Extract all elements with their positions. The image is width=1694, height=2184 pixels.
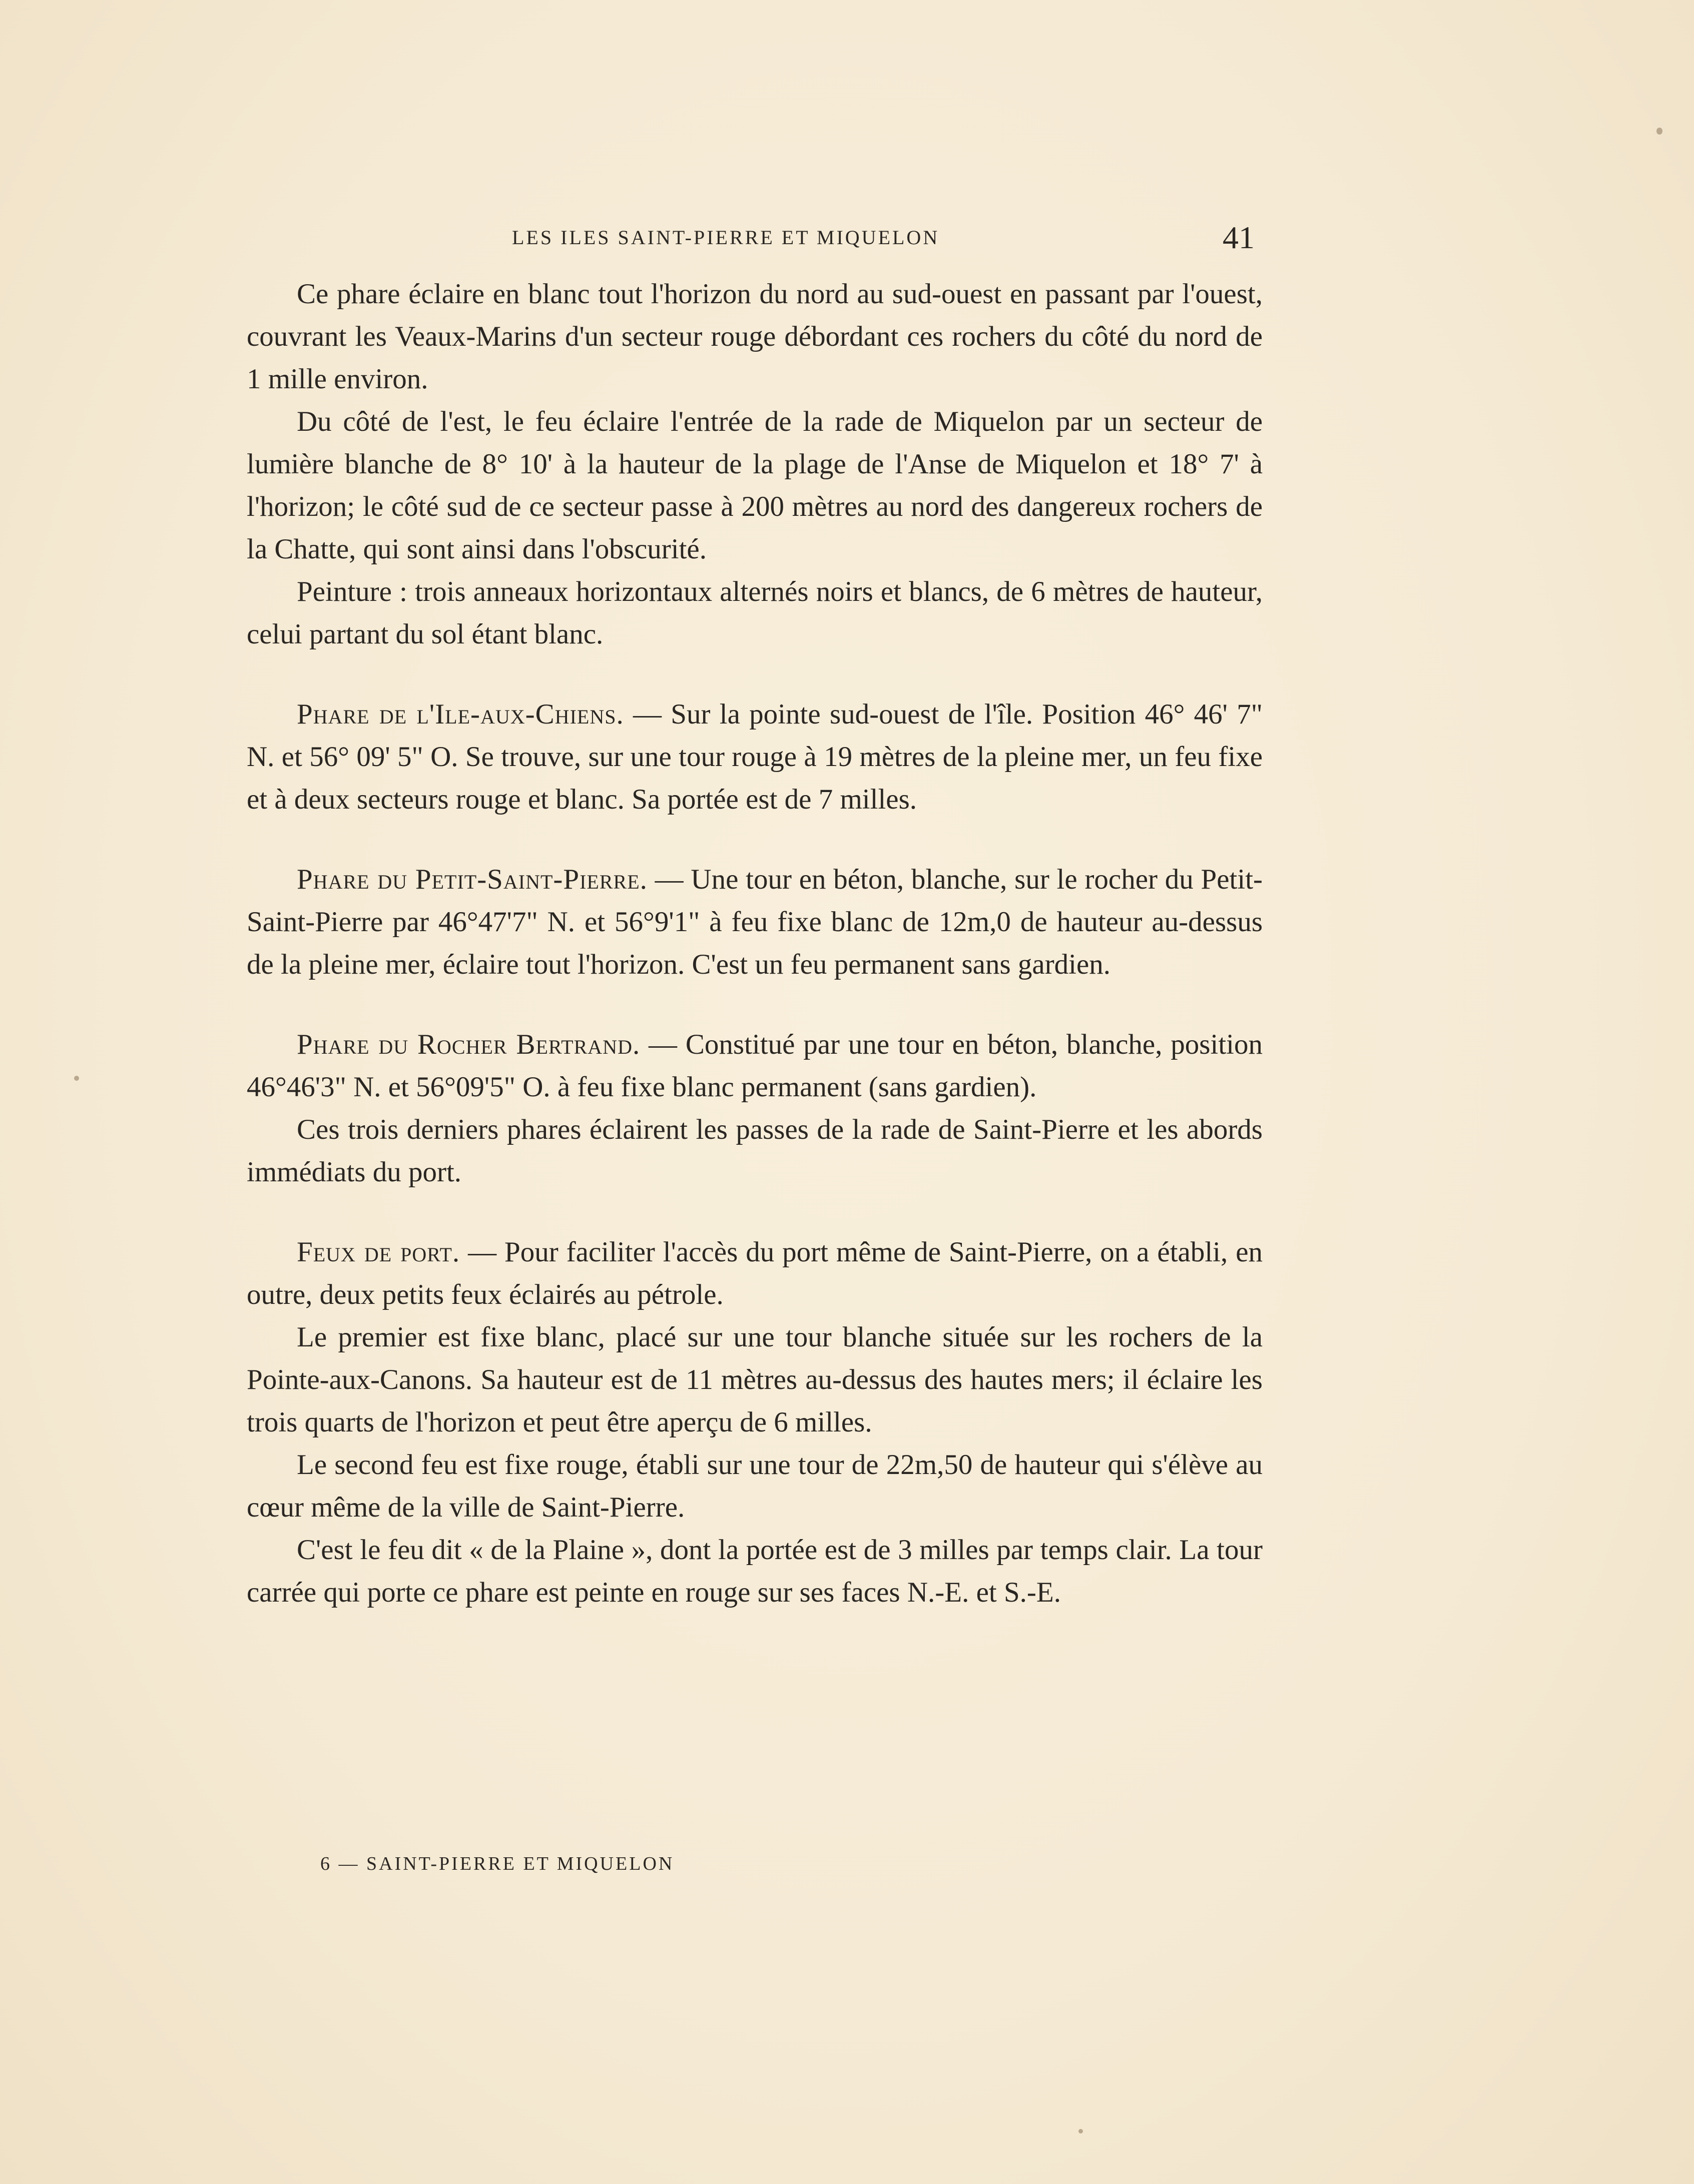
- paragraph-text: C'est le feu dit « de la Plaine », dont la portée est de 3 milles par temps clair. La tour carrée qui porte ce phare est peinte en rouge sur ses faces N.-E. et S.-E.: [247, 1534, 1263, 1608]
- paragraph-text: Peinture : trois anneaux horizontaux alternés noirs et blancs, de 6 mètres de hauteur, celui partant du sol étant blanc.: [247, 576, 1263, 650]
- paragraph: [247, 1023, 1263, 1108]
- signature-mark: 6 — SAINT-PIERRE ET MIQUELON: [320, 1853, 675, 1874]
- paragraph: [247, 273, 1263, 400]
- section-heading: Phare de l'Ile-aux-Chiens.: [297, 698, 624, 730]
- paragraph: [247, 858, 1263, 986]
- paragraph: [247, 1529, 1263, 1614]
- paragraph: [247, 570, 1263, 655]
- paper-speck: [74, 1076, 79, 1081]
- paragraph: [247, 1316, 1263, 1443]
- paragraph: [247, 1231, 1263, 1316]
- paper-speck: [1078, 2129, 1083, 2133]
- section-heading: Phare du Rocher Bertrand.: [297, 1029, 641, 1060]
- paragraph-text: Le second feu est fixe rouge, établi sur une tour de 22m,50 de hauteur qui s'élève au cœur même de la ville de Saint-Pierre.: [247, 1449, 1263, 1523]
- paragraph-text: Ces trois derniers phares éclairent les passes de la rade de Saint-Pierre et les abords immédiats du port.: [247, 1114, 1263, 1188]
- paragraph-text: — Pour faciliter l'accès du port même de Saint-Pierre, on a établi, en outre, deux petits feux éclairés au pétrole.: [247, 1236, 1263, 1310]
- paragraph-text: Ce phare éclaire en blanc tout l'horizon du nord au sud-ouest en passant par l'ouest, couvrant les Veaux-Marins d'un secteur rouge débordant ces rochers du côté du nord de 1 mille environ.: [247, 278, 1263, 395]
- paragraph: [247, 1108, 1263, 1193]
- paragraph-text: Le premier est fixe blanc, placé sur une tour blanche située sur les rochers de la Pointe-aux-Canons. Sa hauteur est de 11 mètres au-dessus des hautes mers; il éclaire les trois quarts de l'horizon et peut être aperçu de 6 milles.: [247, 1321, 1263, 1438]
- paragraph: [247, 693, 1263, 821]
- paper-speck: [1656, 128, 1662, 135]
- page-number: 41: [1223, 220, 1255, 255]
- paragraph-text: — Sur la pointe sud-ouest de l'île. Position 46° 46' 7" N. et 56° 09' 5" O. Se trouve, sur une tour rouge à 19 mètres de la pleine mer, un feu fixe et à deux secteurs rouge et blanc. Sa portée est de 7 milles.: [247, 698, 1263, 815]
- section-heading: Phare du Petit-Saint-Pierre.: [297, 864, 648, 895]
- body-text: [247, 273, 1263, 1614]
- paragraph-text: — Une tour en béton, blanche, sur le rocher du Petit-Saint-Pierre par 46°47'7" N. et 56°9'1" à feu fixe blanc de 12m,0 de hauteur au-dessus de la pleine mer, éclaire tout l'horizon. C'est un feu permanent sans gardien.: [247, 864, 1263, 980]
- page-header: [512, 220, 1258, 263]
- paragraph-text: — Constitué par une tour en béton, blanche, position 46°46'3" N. et 56°09'5" O. à feu fixe blanc permanent (sans gardien).: [247, 1029, 1263, 1103]
- running-title: LES ILES SAINT-PIERRE ET MIQUELON: [512, 226, 940, 249]
- section-heading: Feux de port.: [297, 1236, 460, 1268]
- paragraph: [247, 1443, 1263, 1529]
- paragraph: [247, 400, 1263, 570]
- paragraph-text: Du côté de l'est, le feu éclaire l'entrée de la rade de Miquelon par un secteur de lumière blanche de 8° 10' à la hauteur de la plage de l'Anse de Miquelon et 18° 7' à l'horizon; le côté sud de ce secteur passe à 200 mètres au nord des dangereux rochers de la Chatte, qui sont ainsi dans l'obscurité.: [247, 406, 1263, 565]
